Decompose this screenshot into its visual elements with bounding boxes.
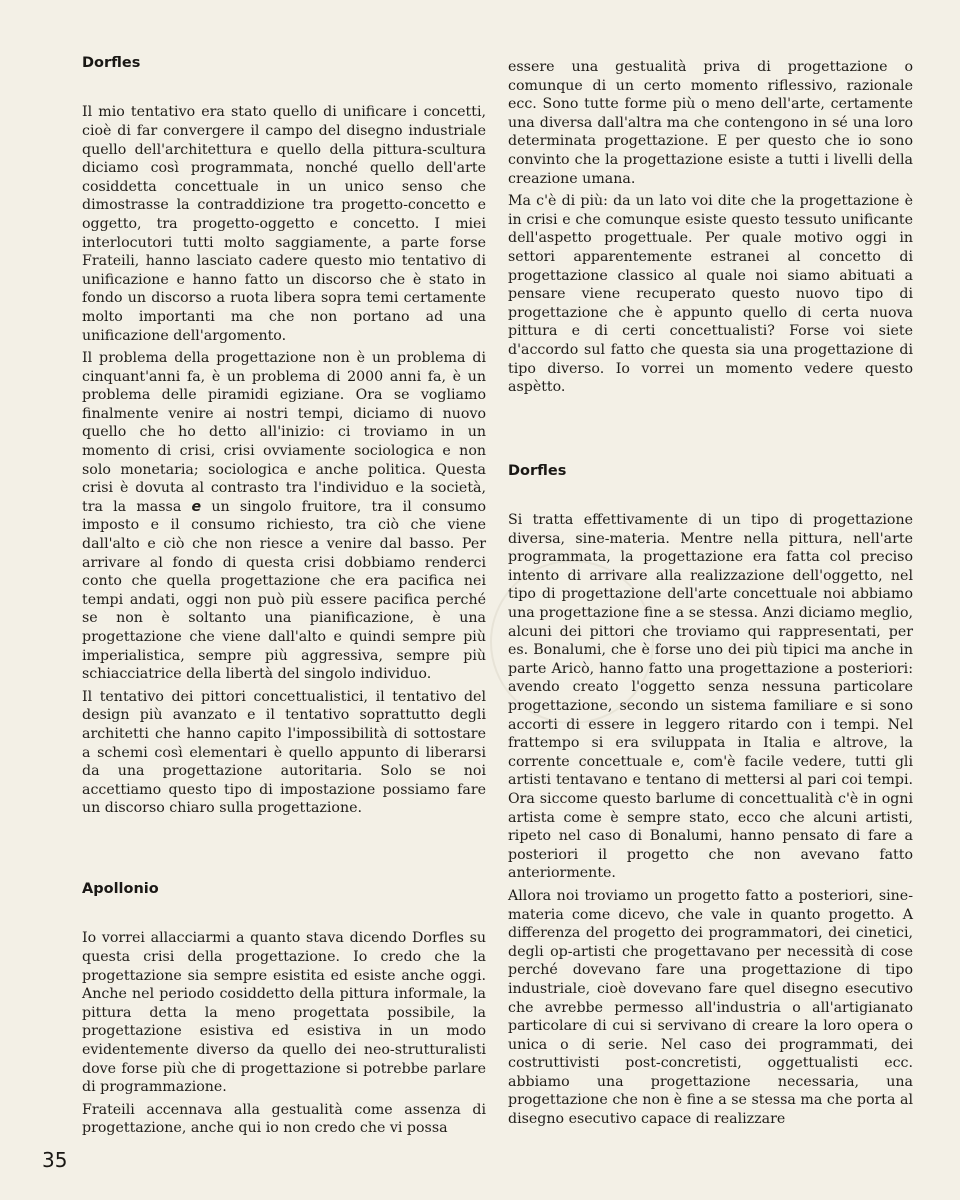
apollonio-text-block (82, 929, 486, 1138)
paragraph: Io vorrei allacciarmi a quanto stava dicendo Dorfles su questa crisi della progettazione. Io credo che la progettazione sia sempre esistita ed esiste anche oggi. Anche nel periodo cosiddetto della pittura informale, la pittura detta la meno progettata possibile, la progettazione esistiva ed esistiva in un modo evidentemente diverso da quello dei neo-strutturalisti dove forse più che di progettazione si potrebbe parlare di programmazione. (82, 930, 486, 1096)
dorfles-text-block (82, 103, 486, 818)
speaker-heading-dorfles: Dorfles (82, 55, 141, 71)
speaker-heading-dorfles-2: Dorfles (508, 462, 567, 479)
paragraph (82, 349, 486, 684)
paragraph: Si tratta effettivamente di un tipo di progettazione diversa, sine-materia. Mentre nella pittura, nell'arte programmata, la progettazione era fatta col preciso intento di arrivare alla realizzazione dell'oggetto, nel tipo di progettazione dell'arte concettuale noi abbiamo una progettazione fine a se stessa. Anzi diciamo meglio, alcuni dei pittori che troviamo qui rappresentati, per es. Bonalumi, che è forse uno dei più tipici ma anche in parte Aricò, hanno fatto una progettazione a posteriori: avendo creato l'oggetto senza nessuna particolare progettazione, secondo un sistema familiare e si sono accorti di essere in leggero ritardo con i tempi. Nel frattempo si era sviluppata in Italia e altrove, la corrente concettuale e, com'è facile vedere, tutti gli artisti tentavano e tentano di mettersi al pari coi tempi. Ora siccome questo barlume di concettualità c'è in ogni artista come è sempre stato, ecco che alcuni artisti, ripeto nel caso di Bonalumi, hanno pensato di fare a posteriori il progetto che non avevano fatto anteriormente. (508, 512, 913, 882)
dorfles-reply-block (508, 511, 913, 1129)
apollonio-continued-block (508, 58, 913, 397)
paragraph: Il tentativo dei pittori concettualistici, il tentativo del design più avanzato e il tentativo soprattutto degli architetti che hanno capito l'impossibilità di sottostare a schemi così elementari è quello appunto di liberarsi da una progettazione autoritaria. Solo se noi accettiamo questo tipo di impostazione possiamo fare un discorso chiaro sulla progettazione. (82, 688, 486, 817)
paragraph: Allora noi troviamo un progetto fatto a posteriori, sine-materia come dicevo, che vale in quanto progetto. A differenza del progetto dei programmatori, dei cinetici, degli op-artisti che progettavano per necessità di cose perché dovevano fare una progettazione di tipo industriale, cioè dovevano fare quel disegno esecutivo che avrebbe permesso all'industria o all'artigianato particolare di cui si servivano di creare la loro opera o unica o di serie. Nel caso dei programmati, dei costruttivisti post-concretisti, oggettualisti ecc. abbiamo una progettazione necessaria, una progettazione che non è fine a se stessa ma che porta al disegno esecutivo capace di realizzare (508, 887, 913, 1128)
paragraph: essere una gestualità priva di progettazione o comunque di un certo momento riflessivo, razionale ecc. Sono tutte forme più o meno dell'arte, certamente una diversa dall'altra ma che contengono in sé una loro determinata progettazione. E per questo che io sono convinto che la progettazione esiste a tutti i livelli della creazione umana. (508, 59, 913, 187)
paragraph-part: un singolo fruitore, tra il consumo imposto e il consumo richiesto, tra ciò che viene dall'alto e ciò che non riesce a venire dal basso. Per arrivare al fondo di questa crisi dobbiamo renderci conto che quella progettazione che era pacifica nei tempi andati, oggi non può più essere pacifica perché se non è soltanto una pianificazione, è una progettazione che viene dall'alto e quindi sempre più imperialistica, sempre più aggressiva, sempre più schiacciatrice della libertà del singolo individuo. (82, 498, 486, 683)
paragraph: Frateili accennava alla gestualità come assenza di progettazione, anche qui io non credo che vi possa (82, 1101, 486, 1137)
speaker-heading-apollonio: Apollonio (82, 880, 159, 897)
page-number: 35 (42, 1148, 68, 1172)
paragraph: Ma c'è di più: da un lato voi dite che la progettazione è in crisi e che comunque esiste questo tessuto unificante dell'aspetto progettuale. Per quale motivo oggi in settori apparentemente estranei al concetto di progettazione classico al quale noi siamo abituati a pensare viene recuperato questo nuovo tipo di progettazione che è appunto quello di certa nuova pittura e di certi concettualisti? Forse voi siete d'accordo sul fatto che questa sia una progettazione di tipo diverso. Io vorrei un momento vedere questo aspètto. (508, 193, 913, 396)
paragraph: Il mio tentativo era stato quello di unificare i concetti, cioè di far convergere il campo del disegno industriale quello dell'architettura e quello della pittura-scultura diciamo così programmata, nonché quello dell'arte cosiddetta concettuale in un unico senso che dimostrasse la contraddizione tra progetto-concetto e oggetto, tra progetto-oggetto e concetto. I miei interlocutori tutti molto saggiamente, a parte forse Frateili, hanno lasciato cadere questo mio tentativo di unificazione e hanno fatto un discorso che è stato in fondo un discorso a ruota libera sopra temi certamente molto importanti ma che non portano ad una unificazione dell'argomento. (82, 104, 486, 344)
left-column (82, 52, 486, 1138)
right-column (508, 58, 913, 1129)
paragraph-part: Il problema della progettazione non è un problema di cinquant'anni fa, è un problema di 2000 anni fa, è un problema delle piramidi egiziane. Ora se vogliamo finalmente venire ai nostri tempi, diciamo di nuovo quello che ho detto all'inizio: ci troviamo in un momento di crisi, crisi ovviamente sociologica e non solo monetaria; sociologica e anche politica. Questa crisi è dovuta al contrasto tra l'individuo e la società, tra la massa (82, 350, 486, 515)
handwritten-e: e (191, 498, 202, 515)
